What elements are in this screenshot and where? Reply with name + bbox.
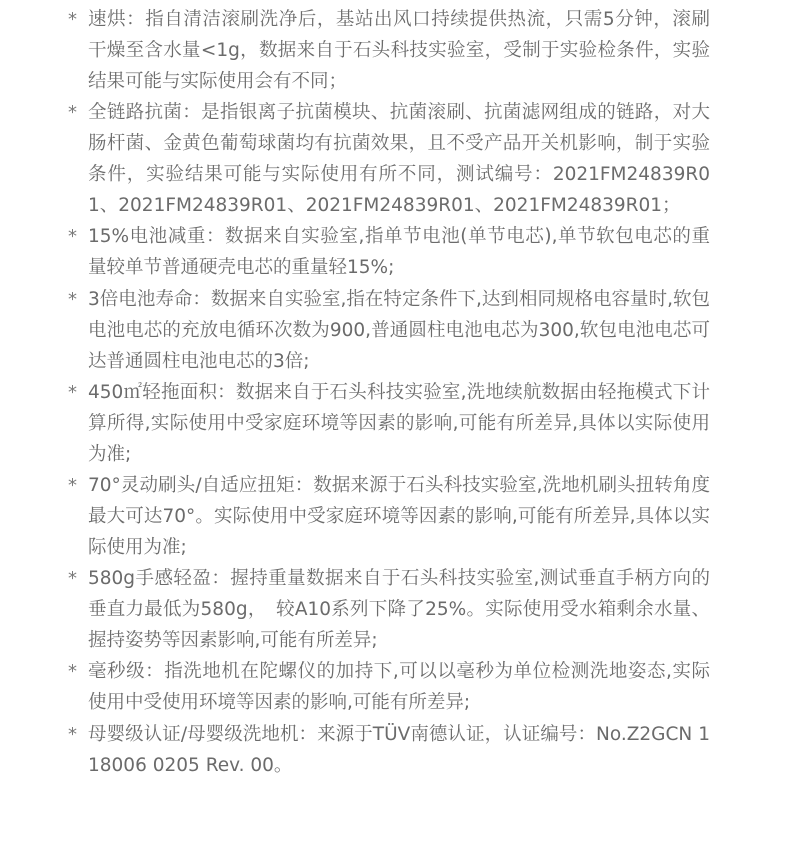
footnote-text: 70°灵动刷头/自适应扭矩：数据来源于石头科技实验室,洗地机刷头扭转角度最大可达70°。实际使用中受家庭环境等因素的影响,可能有所差异,具体以实际使用为准; <box>88 474 710 558</box>
footnote-item <box>62 221 710 283</box>
footnote-item <box>62 284 710 377</box>
footnote-text: 速烘：指自清洁滚刷洗净后，基站出风口持续提供热流，只需5分钟，滚刷干燥至含水量<1g，数据来自于石头科技实验室，受制于实验检条件，实验结果可能与实际使用会有不同； <box>88 9 710 92</box>
asterisk-bullet: * <box>68 568 77 590</box>
footnote-item <box>62 563 710 656</box>
footnote-text: 母婴级认证/母婴级洗地机：来源于TÜV南德认证，认证编号：No.Z2GCN 118006 0205 Rev. 00。 <box>88 723 710 776</box>
footnote-item <box>62 656 710 718</box>
footnote-item <box>62 377 710 470</box>
footnote-item <box>62 97 710 221</box>
footnote-text: 毫秒级：指洗地机在陀螺仪的加持下,可以以毫秒为单位检测洗地姿态,实际使用中受使用环境等因素的影响,可能有所差异; <box>88 661 710 714</box>
asterisk-bullet: * <box>68 474 77 496</box>
footnote-text: 全链路抗菌：是指银离子抗菌模块、抗菌滚刷、抗菌滤网组成的链路，对大肠杆菌、金黄色葡萄球菌均有抗菌效果，且不受产品开关机影响，制于实验条件，实验结果可能与实际使用有所不同，测试编号：2021FM24839R01、2021FM24839R01、2021FM24839R01、2021FM24839R01； <box>88 102 710 217</box>
footnote-text: 15%电池减重：数据来自实验室,指单节电池(单节电芯),单节软包电芯的重量较单节普通硬壳电芯的重量轻15%; <box>88 226 710 279</box>
asterisk-bullet: * <box>68 226 77 248</box>
footnote-text: 450㎡轻拖面积：数据来自于石头科技实验室,洗地续航数据由轻拖模式下计算所得,实际使用中受家庭环境等因素的影响,可能有所差异,具体以实际使用为准; <box>88 381 710 465</box>
asterisk-bullet: * <box>68 288 77 310</box>
footnote-text: 580g手感轻盈：握持重量数据来自于石头科技实验室,测试垂直手柄方向的垂直力最低为580g， 较A10系列下降了25%。实际使用受水箱剩余水量、握持姿势等因素影响,可能有所差异; <box>88 568 710 652</box>
footnotes-list <box>62 4 710 781</box>
footnote-item <box>62 719 710 781</box>
asterisk-bullet: * <box>68 9 77 30</box>
asterisk-bullet: * <box>68 723 77 745</box>
footnote-item <box>62 4 710 97</box>
footnote-item <box>62 470 710 563</box>
asterisk-bullet: * <box>68 661 77 683</box>
asterisk-bullet: * <box>68 102 77 124</box>
asterisk-bullet: * <box>68 381 77 403</box>
footnote-text: 3倍电池寿命：数据来自实验室,指在特定条件下,达到相同规格电容量时,软包电池电芯的充放电循环次数为900,普通圆柱电池电芯为300,软包电池电芯可达普通圆柱电池电芯的3倍; <box>88 288 710 372</box>
